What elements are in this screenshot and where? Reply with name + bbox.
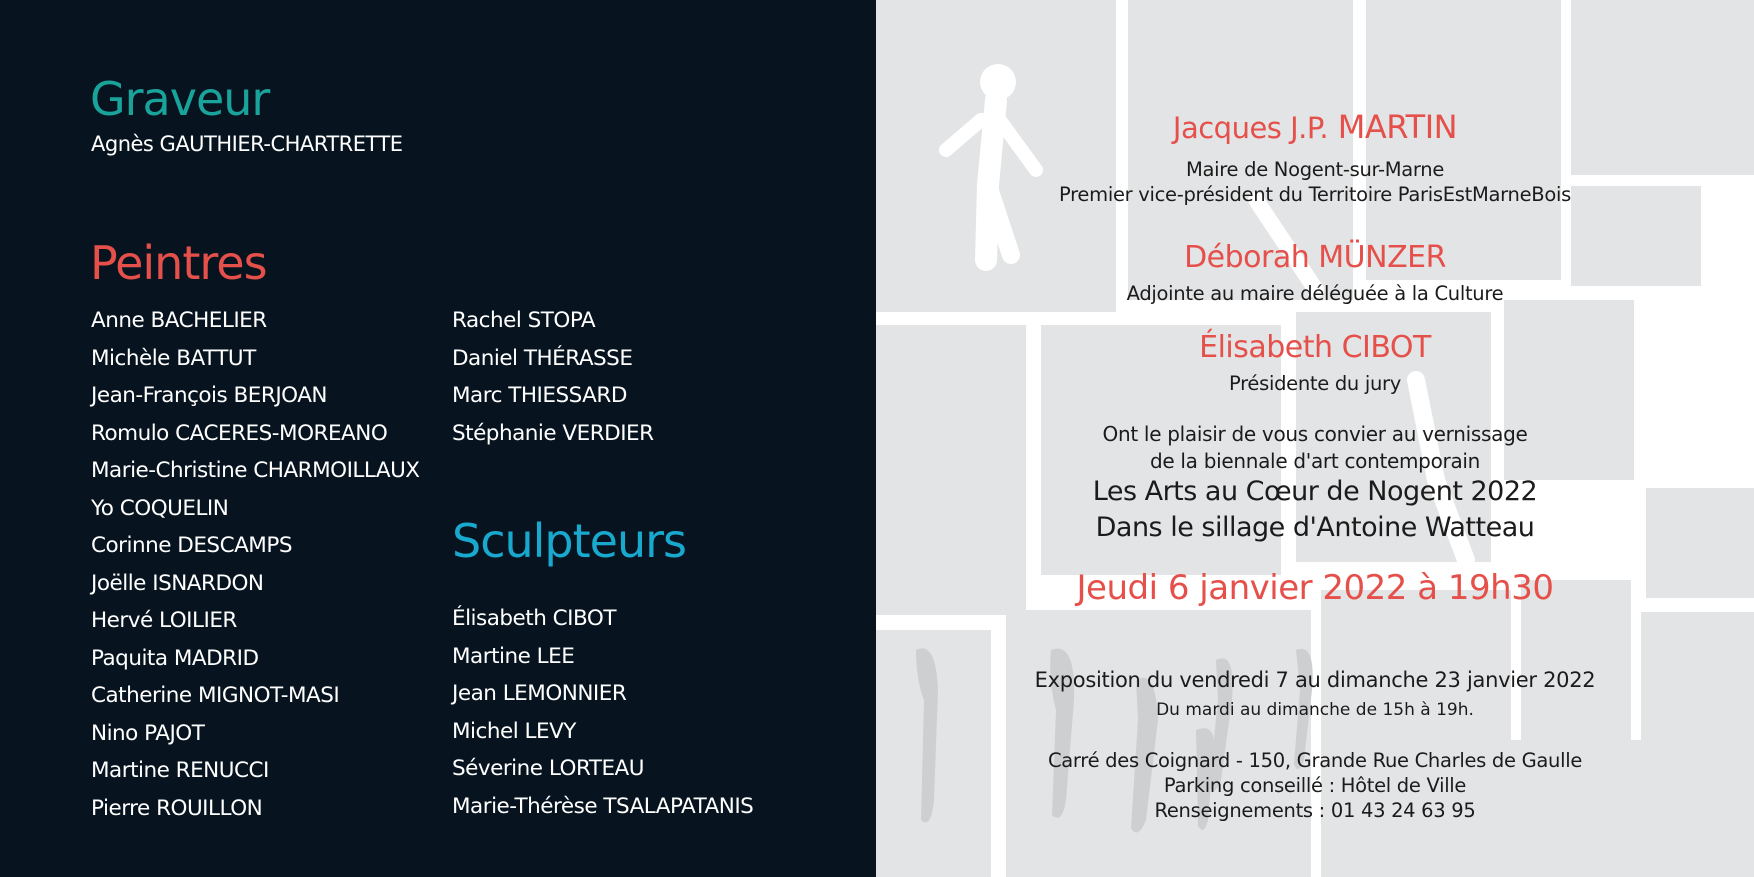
contact-info: Renseignements : 01 43 24 63 95: [1154, 799, 1476, 822]
list-item: Michel LEVY: [452, 718, 576, 744]
list-item: Joëlle ISNARDON: [91, 570, 264, 596]
list-item: Catherine MIGNOT-MASI: [91, 683, 340, 708]
list-item: Romulo CACERES-MOREANO: [91, 420, 388, 446]
list-item: Yo COQUELIN: [91, 495, 229, 521]
list-item: Martine RENUCCI: [91, 758, 269, 783]
opening-hours: Du mardi au dimanche de 15h à 19h.: [1156, 700, 1474, 720]
host3-role: Présidente du jury: [1228, 372, 1402, 395]
list-item: Jean-François BERJOAN: [91, 383, 328, 408]
host1-first-name: Jacques J.P.: [1172, 111, 1329, 145]
host1-name: [876, 108, 1754, 146]
list-item: Paquita MADRID: [91, 645, 259, 671]
list-item: Michèle BATTUT: [91, 345, 256, 371]
list-item: Jean LEMONNIER: [452, 681, 627, 706]
list-item: Marie-Thérèse TSALAPATANIS: [452, 793, 754, 819]
list-item: Daniel THÉRASSE: [452, 345, 633, 371]
list-item: Martine LEE: [452, 643, 575, 669]
list-item: Nino PAJOT: [91, 720, 205, 746]
invitation-text-2: de la biennale d'art contemporain: [1149, 449, 1481, 473]
list-item: Élisabeth CIBOT: [452, 606, 616, 631]
invitation-panel: [876, 0, 1754, 877]
host3-name: Élisabeth CIBOT: [1199, 330, 1431, 365]
host1-last-name: MARTIN: [1337, 108, 1458, 146]
list-item: Marc THIESSARD: [452, 383, 627, 408]
host1-role-1: Maire de Nogent-sur-Marne: [1185, 158, 1445, 181]
list-item: Séverine LORTEAU: [452, 756, 644, 781]
invitation-text-1: Ont le plaisir de vous convier au vernissage: [1102, 422, 1528, 446]
graveur-heading: Graveur: [90, 72, 270, 126]
venue-address: Carré des Coignard - 150, Grande Rue Charles de Gaulle: [1047, 749, 1583, 772]
list-item: Corinne DESCAMPS: [91, 533, 292, 558]
list-item: Rachel STOPA: [452, 308, 596, 333]
peintres-heading: Peintres: [90, 236, 267, 290]
event-title: Les Arts au Cœur de Nogent 2022: [1092, 476, 1538, 507]
list-item: Hervé LOILIER: [91, 608, 237, 633]
host2-role: Adjointe au maire déléguée à la Culture: [1126, 282, 1504, 305]
peintres-list-column-2: [452, 302, 654, 452]
event-subtitle: Dans le sillage d'Antoine Watteau: [1095, 512, 1535, 543]
vernissage-date: Jeudi 6 janvier 2022 à 19h30: [1076, 568, 1554, 608]
list-item: Marie-Christine CHARMOILLAUX: [91, 458, 420, 483]
host2-name: Déborah MÜNZER: [1184, 240, 1446, 275]
graveur-name: Agnès GAUTHIER-CHARTRETTE: [91, 132, 403, 156]
list-item: Pierre ROUILLON: [91, 795, 263, 821]
exhibition-dates: Exposition du vendredi 7 au dimanche 23 janvier 2022: [1034, 668, 1596, 692]
peintres-list-column-1: [91, 302, 420, 827]
sculpteurs-heading: Sculpteurs: [452, 514, 686, 568]
parking-info: Parking conseillé : Hôtel de Ville: [1163, 774, 1467, 797]
sculpteurs-list: [452, 600, 753, 825]
host1-role-2: Premier vice-président du Territoire ParisEstMarneBois: [1059, 183, 1571, 206]
list-item: Stéphanie VERDIER: [452, 420, 654, 446]
artists-panel: [0, 0, 876, 877]
list-item: Anne BACHELIER: [91, 308, 267, 333]
